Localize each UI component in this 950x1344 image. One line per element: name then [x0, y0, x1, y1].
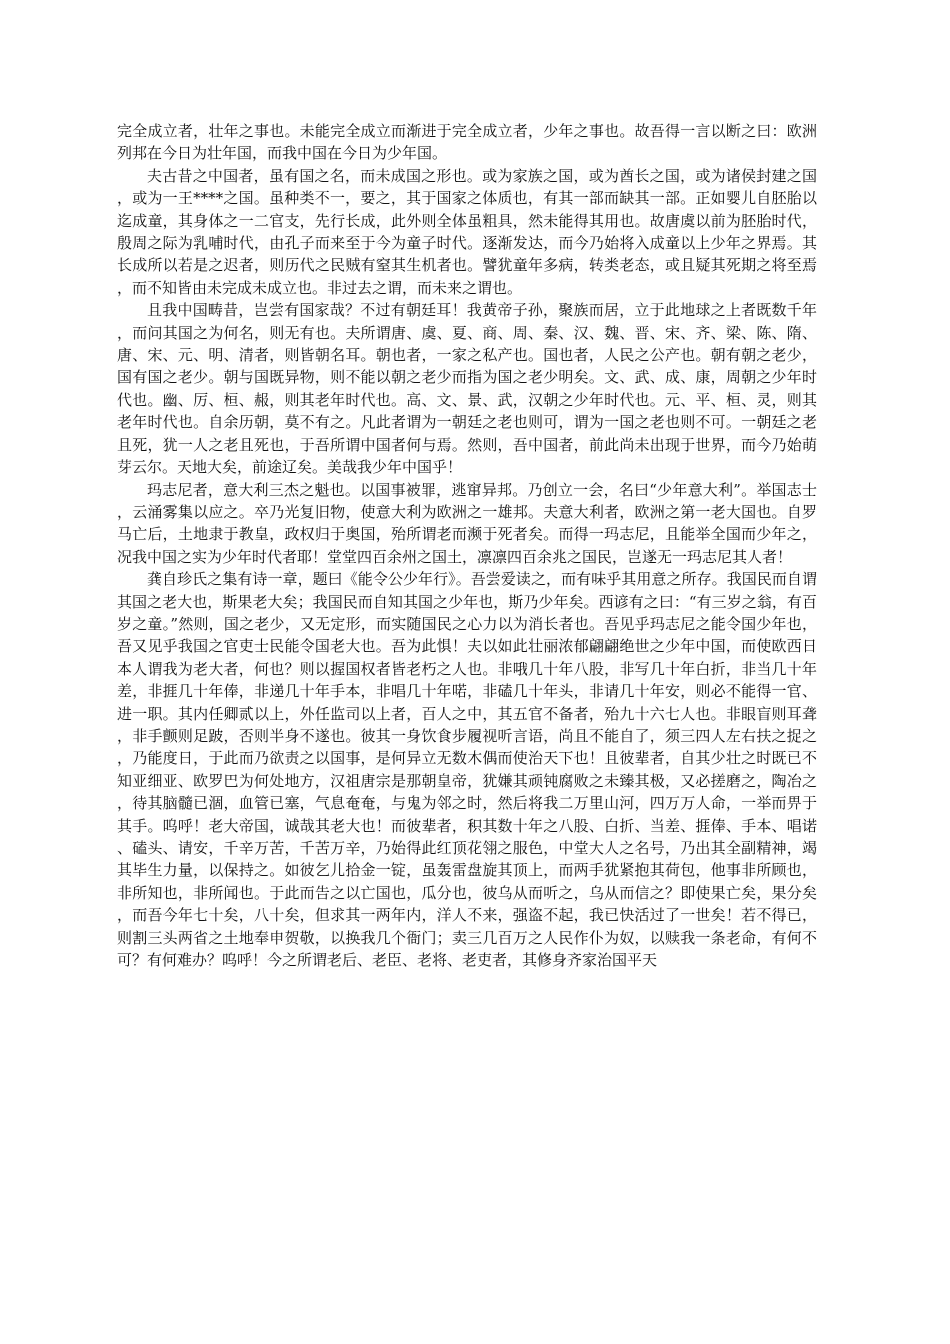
- paragraph-1: 完全成立者，壮年之事也。未能完全成立而渐进于完全成立者，少年之事也。故吾得一言以断之曰：欧洲列邦在今日为壮年国，而我中国在今日为少年国。: [117, 122, 817, 163]
- paragraph-5: 龚自珍氏之集有诗一章，题曰《能令公少年行》。吾尝爱读之，而有味乎其用意之所存。我国民而自谓其国之老大也，斯果老大矣；我国民而自知其国之少年也，斯乃少年矣。西谚有之曰：“有三岁之翁，有百岁之童。”然则，国之老少，又无定形，而实随国民之心力以为消长者也。吾见乎玛志尼之能令国少年也，吾又见乎我国之官吏士民能令国老大也。吾为此惧！夫以如此壮丽浓郁翩翩绝世之少年中国，而使欧西日本人谓我为老大者，何也？则以握国权者皆老朽之人也。非哦几十年八股，非写几十年白折，非当几十年差，非捱几十年俸，非递几十年手本，非唱几十年喏，非磕几十年头，非请几十年安，则必不能得一官、进一职。其内任卿贰以上，外任监司以上者，百人之中，其五官不备者，殆九十六七人也。非眼盲则耳聋，非手颤则足跛，否则半身不遂也。彼其一身饮食步履视听言语，尚且不能自了，须三四人左右扶之捉之，乃能度日，于此而乃欲责之以国事，是何异立无数木偶而使治天下也！且彼辈者，自其少壮之时既已不知亚细亚、欧罗巴为何处地方，汉祖唐宗是那朝皇帝，犹嫌其顽钝腐败之未臻其极，又必搓磨之，陶冶之，待其脑髓已涸，血管已塞，气息奄奄，与鬼为邻之时，然后将我二万里山河，四万万人命，一举而畀于其手。呜呼！老大帝国，诚哉其老大也！而彼辈者，积其数十年之八股、白折、当差、捱俸、手本、唱诺、磕头、请安，千辛万苦，千苦万辛，乃始得此红顶花翎之服色，中堂大人之名号，乃出其全副精神，竭其毕生力量，以保持之。如彼乞儿拾金一锭，虽轰雷盘旋其顶上，而两手犹紧抱其荷包，他事非所顾也，非所知也，非所闻也。于此而告之以亡国也，瓜分也，彼乌从而听之，乌从而信之？即使果亡矣，果分矣，而吾今年七十矣，八十矣，但求其一两年内，洋人不来，强盗不起，我已快活过了一世矣！若不得已，则割三头两省之土地奉申贺敬，以换我几个衙门；卖三几百万之人民作仆为奴，以赎我一条老命，有何不可？有何难办？呜呼！今之所谓老后、老臣、老将、老吏者，其修身齐家治国平天: [117, 570, 817, 970]
- paragraph-4: 玛志尼者，意大利三杰之魁也。以国事被罪，逃窜异邦。乃创立一会，名曰“少年意大利”。举国志士，云涌雾集以应之。卒乃光复旧物，使意大利为欧洲之一雄邦。夫意大利者，欧洲之第一老大国也。自罗马亡后，土地隶于教皇，政权归于奥国，殆所谓老而濒于死者矣。而得一玛志尼，且能举全国而少年之，况我中国之实为少年时代者耶！堂堂四百余州之国土，凛凛四百余兆之国民，岂遂无一玛志尼其人者！: [117, 480, 817, 566]
- paragraph-3: 且我中国畴昔，岂尝有国家哉？不过有朝廷耳！我黄帝子孙，聚族而居，立于此地球之上者既数千年，而问其国之为何名，则无有也。夫所谓唐、虞、夏、商、周、秦、汉、魏、晋、宋、齐、梁、陈、隋、唐、宋、元、明、清者，则皆朝名耳。朝也者，一家之私产也。国也者，人民之公产也。朝有朝之老少，国有国之老少。朝与国既异物，则不能以朝之老少而指为国之老少明矣。文、武、成、康，周朝之少年时代也。幽、厉、桓、赧，则其老年时代也。高、文、景、武，汉朝之少年时代也。元、平、桓、灵，则其老年时代也。自余历朝，莫不有之。凡此者谓为一朝廷之老也则可，谓为一国之老也则不可。一朝廷之老且死，犹一人之老且死也，于吾所谓中国者何与焉。然则，吾中国者，前此尚未出现于世界，而今乃始萌芽云尔。天地大矣，前途辽矣。美哉我少年中国乎！: [117, 301, 817, 477]
- document-body: [117, 120, 817, 971]
- paragraph-2: 夫古昔之中国者，虽有国之名，而未成国之形也。或为家族之国，或为酋长之国，或为诸侯封建之国，或为一王****之国。虽种类不一，要之，其于国家之体质也，有其一部而缺其一部。正如婴儿自胚胎以迄成童，其身体之一二官支，先行长成，此外则全体虽粗具，然未能得其用也。故唐虞以前为胚胎时代，殷周之际为乳哺时代，由孔子而来至于今为童子时代。逐渐发达，而今乃始将入成童以上少年之界焉。其长成所以若是之迟者，则历代之民贼有窒其生机者也。譬犹童年多病，转类老态，或且疑其死期之将至焉，而不知皆由未完成未成立也。非过去之谓，而未来之谓也。: [117, 166, 817, 297]
